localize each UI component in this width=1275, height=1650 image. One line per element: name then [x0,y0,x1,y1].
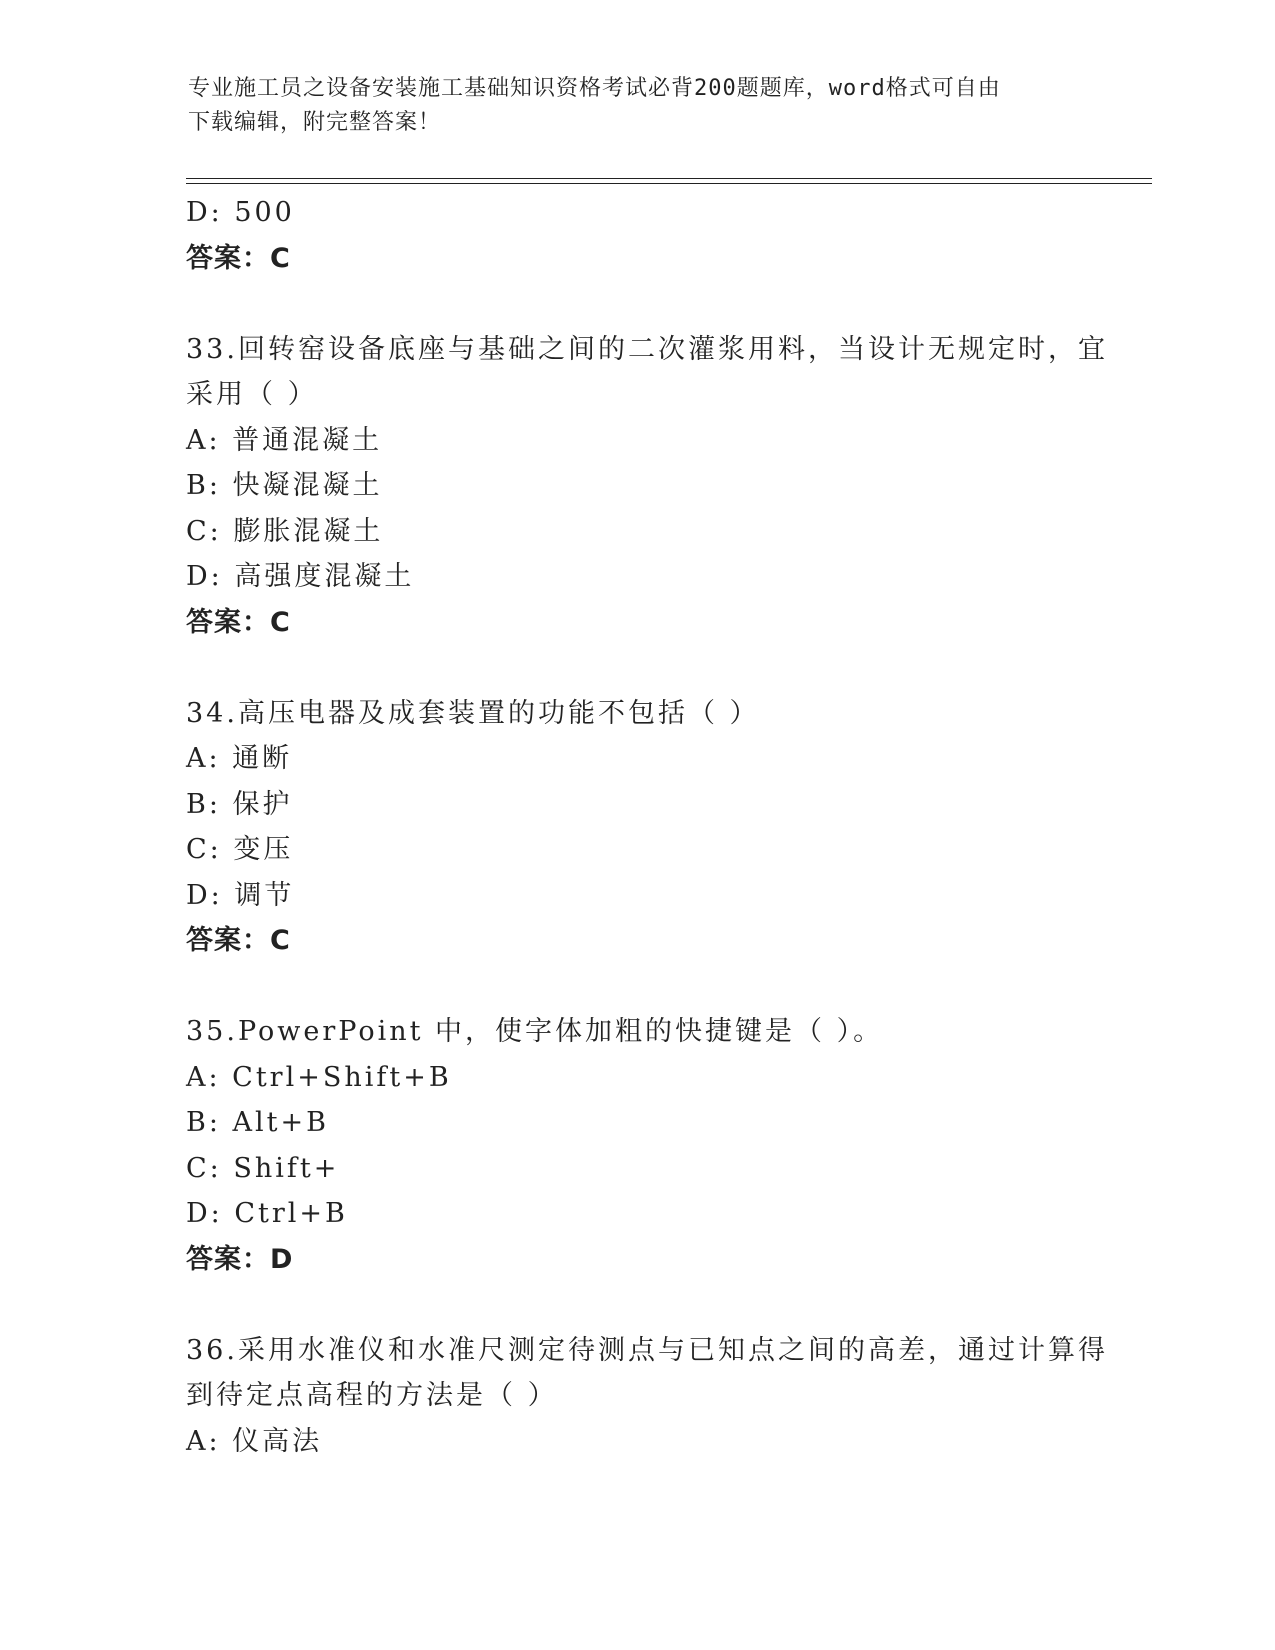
option-b: B: Alt+B [186,1107,329,1138]
option-d: D: 500 [186,197,295,228]
question-stem-cont: 到待定点高程的方法是（ ） [186,1380,558,1411]
option-a: A: Ctrl+Shift+B [186,1061,452,1093]
answer-line: 答案：D [186,1243,294,1275]
question-list [186,190,1108,1464]
header-line-2: 下载编辑，附完整答案！ [188,110,442,135]
header-rule-top [186,178,1152,179]
question-stem-cont: 采用（ ） [186,379,318,410]
option-b: B: 保护 [186,788,293,820]
answer-line: 答案：C [186,606,291,638]
header-rule-bottom [186,183,1152,184]
question-stem: 35.PowerPoint 中，使字体加粗的快捷键是（ ）。 [186,1016,884,1047]
question-34 [186,691,1086,964]
option-d: D: 调节 [186,879,295,911]
option-a: A: 通断 [186,743,293,774]
answer-line: 答案：C [186,925,291,956]
option-a: A: 仪高法 [186,1425,323,1457]
question-36 [186,1328,1108,1465]
page-header [188,72,1068,140]
option-d: D: Ctrl+B [186,1198,348,1229]
question-35 [186,1009,1086,1282]
option-c: C: Shift+ [186,1152,340,1184]
question-33 [186,327,1108,646]
answer-line: 答案：C [186,242,291,274]
option-b: B: 快凝混凝土 [186,470,383,501]
option-c: C: 膨胀混凝土 [186,515,384,547]
option-a: A: 普通混凝土 [186,424,383,456]
question-stem: 36.采用水准仪和水准尺测定待测点与已知点之间的高差，通过计算得 [186,1334,1108,1366]
question-stem: 33.回转窑设备底座与基础之间的二次灌浆用料，当设计无规定时，宜 [186,333,1108,365]
header-line-1: 专业施工员之设备安装施工基础知识资格考试必背200题题库，word格式可自由 [188,76,1001,101]
option-c: C: 变压 [186,834,294,865]
question-stem: 34.高压电器及成套装置的功能不包括（ ） [186,697,760,729]
option-d: D: 高强度混凝土 [186,561,415,592]
